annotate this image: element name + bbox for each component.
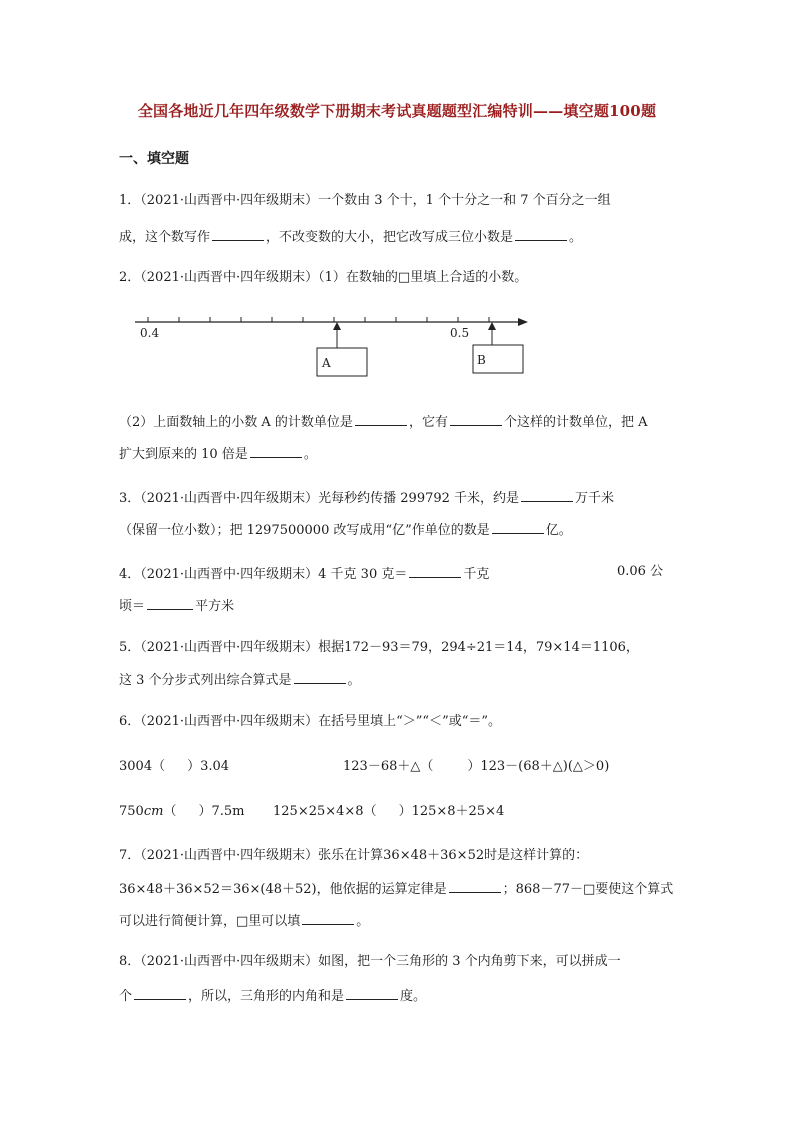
question-text: ，不改变数的大小，把它改写成三位小数是 bbox=[266, 230, 514, 245]
question-8-line-2 bbox=[119, 985, 426, 1006]
pointer-a-arrow-icon bbox=[333, 322, 341, 330]
question-5-line-1 bbox=[119, 639, 639, 657]
comparison-right: ）125×8＋25×4 bbox=[398, 804, 505, 819]
tick-label-left: 0.4 bbox=[140, 326, 160, 340]
number-line-arrow-icon bbox=[518, 318, 528, 326]
number-line-figure bbox=[130, 310, 540, 380]
question-number: 1． bbox=[119, 193, 141, 208]
comparison-item-2 bbox=[343, 758, 609, 776]
question-source: （2021·山西晋中·四年级期末） bbox=[140, 640, 319, 655]
section-heading: 一、填空题 bbox=[119, 151, 189, 167]
answer-blank[interactable] bbox=[147, 595, 193, 610]
question-text: 0.06 公 bbox=[617, 564, 664, 579]
comparison-right: ）123－(68＋△)(△＞0) bbox=[467, 759, 610, 774]
comparison-left: 3004（ bbox=[119, 759, 166, 774]
number-line-ticks bbox=[148, 317, 489, 322]
question-text: 一个数由 3 个十，1 个十分之一和 7 个百分之一组 bbox=[318, 193, 611, 208]
answer-blank[interactable] bbox=[250, 443, 302, 458]
question-2-line-1 bbox=[119, 269, 527, 287]
question-source: （2021·山西晋中·四年级期末） bbox=[140, 567, 319, 582]
answer-box-b-label: B bbox=[477, 353, 486, 367]
comparison-left: （ bbox=[163, 804, 177, 819]
expression: 36×48＋36×52＝36×(48＋52) bbox=[119, 882, 317, 897]
equation-1: 172－93＝79， bbox=[344, 640, 442, 655]
question-text: 平方米 bbox=[195, 599, 235, 614]
question-text: 可以进行简便计算，□里可以填 bbox=[119, 914, 301, 929]
question-text: 顷＝ bbox=[119, 599, 146, 614]
question-text: 光每秒约传播 299792 千米，约是 bbox=[318, 491, 520, 506]
question-8-line-1 bbox=[119, 953, 621, 971]
answer-blank[interactable] bbox=[521, 487, 573, 502]
question-text: 如图，把一个三角形的 3 个内角剪下来，可以拼成一 bbox=[318, 954, 621, 969]
comparison-right: ）3.04 bbox=[187, 759, 230, 774]
comparison-left: 123－68＋△（ bbox=[343, 759, 434, 774]
question-2-line-3 bbox=[119, 443, 317, 464]
question-text: 个 bbox=[119, 989, 133, 1004]
question-number: 6． bbox=[119, 714, 141, 729]
answer-blank[interactable] bbox=[450, 411, 502, 426]
question-text: 千克 bbox=[463, 567, 490, 582]
question-7-line-3 bbox=[119, 910, 369, 931]
question-4-line-1b bbox=[617, 563, 663, 581]
question-text: 个这样的计数单位，把 A bbox=[503, 415, 648, 430]
question-text: 亿。 bbox=[545, 523, 572, 538]
question-5-line-2 bbox=[119, 669, 361, 690]
answer-blank[interactable] bbox=[409, 563, 461, 578]
answer-blank[interactable] bbox=[515, 226, 567, 241]
comparison-item-4 bbox=[273, 803, 504, 821]
question-source: （2021·山西晋中·四年级期末） bbox=[140, 954, 319, 969]
question-3-line-2 bbox=[119, 519, 572, 540]
question-4-line-1 bbox=[119, 563, 489, 584]
question-1-line-2 bbox=[119, 226, 582, 247]
question-3-line-1 bbox=[119, 487, 614, 508]
question-source: （2021·山西晋中·四年级期末） bbox=[140, 714, 319, 729]
equation-2: 294÷21＝14， bbox=[441, 640, 536, 655]
question-number: 5． bbox=[119, 640, 141, 655]
question-source: （2021·山西晋中·四年级期末） bbox=[140, 193, 319, 208]
question-text: 4 千克 30 克＝ bbox=[318, 567, 408, 582]
question-source: （2021·山西晋中·四年级期末） bbox=[140, 848, 319, 863]
tick-label-right: 0.5 bbox=[450, 326, 470, 340]
question-text: 。 bbox=[347, 673, 361, 688]
answer-blank[interactable] bbox=[355, 411, 407, 426]
answer-box-a-label: A bbox=[322, 356, 331, 370]
question-6-line-1 bbox=[119, 713, 501, 731]
question-text: 成，这个数写作 bbox=[119, 230, 211, 245]
question-number: 8． bbox=[119, 954, 141, 969]
question-number: 7． bbox=[119, 848, 141, 863]
answer-blank[interactable] bbox=[294, 669, 346, 684]
question-7-line-1 bbox=[119, 847, 588, 865]
question-text: ，他依据的运算定律是 bbox=[316, 882, 447, 897]
question-text: ，所以，三角形的内角和是 bbox=[188, 989, 345, 1004]
question-text: 根据 bbox=[318, 640, 345, 655]
expression: 36×48＋36×52 bbox=[383, 848, 485, 863]
question-1-line-1 bbox=[119, 192, 611, 210]
comparison-right: ）7.5m bbox=[198, 804, 245, 819]
question-text: 。 bbox=[356, 914, 370, 929]
comparison-item-3 bbox=[119, 803, 244, 821]
document-title: 全国各地近几年四年级数学下册期末考试真题题型汇编特训——填空题100题 bbox=[137, 102, 657, 120]
question-text: 。 bbox=[569, 230, 583, 245]
question-source: （2021·山西晋中·四年级期末） bbox=[140, 491, 319, 506]
question-text: 。 bbox=[303, 447, 317, 462]
question-text: 度。 bbox=[400, 989, 427, 1004]
comparison-item-1 bbox=[119, 758, 229, 776]
answer-blank[interactable] bbox=[449, 878, 501, 893]
question-number: 2． bbox=[119, 270, 141, 285]
question-text: 这 3 个分步式列出综合算式是 bbox=[119, 673, 292, 688]
question-text: 扩大到原来的 10 倍是 bbox=[119, 447, 248, 462]
question-source: （2021·山西晋中·四年级期末） bbox=[140, 270, 319, 285]
question-2-line-2 bbox=[119, 411, 647, 432]
question-text: 张乐在计算 bbox=[318, 848, 384, 863]
answer-blank[interactable] bbox=[212, 226, 264, 241]
equation-3: 79×14＝1106， bbox=[535, 640, 639, 655]
question-text: 万千米 bbox=[575, 491, 615, 506]
question-text: ，它有 bbox=[408, 415, 448, 430]
question-4-line-2 bbox=[119, 595, 234, 616]
answer-blank[interactable] bbox=[134, 985, 186, 1000]
answer-blank[interactable] bbox=[302, 910, 354, 925]
answer-blank[interactable] bbox=[346, 985, 398, 1000]
question-number: 4． bbox=[119, 567, 141, 582]
comparison-unit: cm bbox=[143, 804, 164, 819]
question-text: （1）在数轴的□里填上合适的小数。 bbox=[318, 270, 528, 285]
pointer-b-arrow-icon bbox=[488, 322, 496, 330]
comparison-value: 750 bbox=[119, 804, 144, 819]
question-text: 时是这样计算的： bbox=[484, 848, 589, 863]
question-text: （2）上面数轴上的小数 A 的计数单位是 bbox=[119, 415, 353, 430]
question-number: 3． bbox=[119, 491, 141, 506]
question-text: 在括号里填上“＞”“＜”或“＝”。 bbox=[318, 714, 502, 729]
question-text: ；868－77－□要使这个算式 bbox=[502, 882, 674, 897]
question-text: （保留一位小数）；把 1297500000 改写成用“亿”作单位的数是 bbox=[119, 523, 490, 538]
comparison-left: 125×25×4×8（ bbox=[273, 804, 377, 819]
answer-blank[interactable] bbox=[492, 519, 544, 534]
question-7-line-2 bbox=[119, 878, 673, 899]
